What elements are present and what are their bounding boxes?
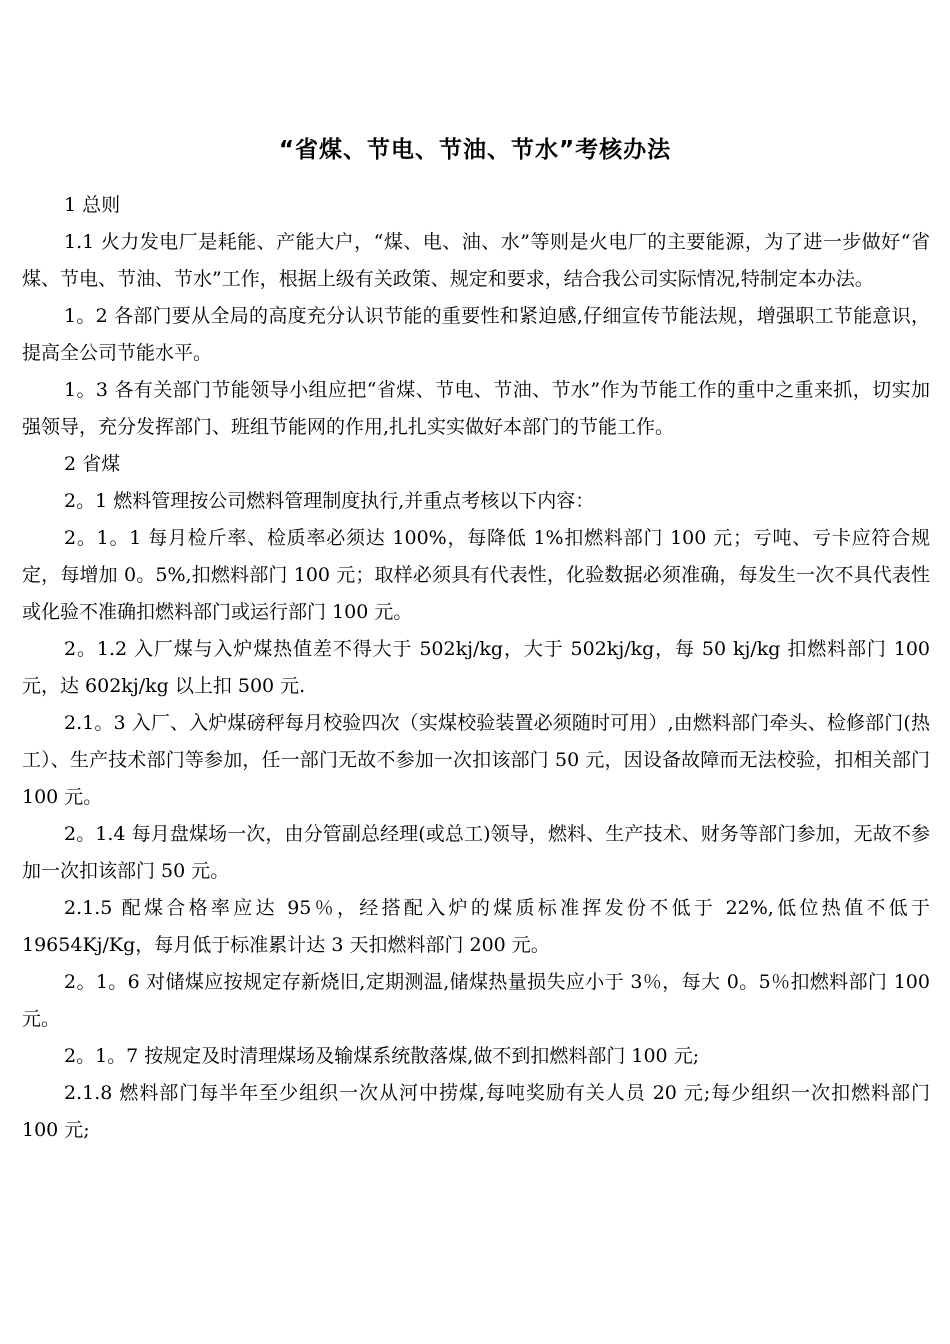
section-heading-general: 1 总则 <box>64 194 121 216</box>
paragraph-2-1-3: 2.1。3 入厂、入炉煤磅秤每月校验四次（实煤校验装置必须随时可用）,由燃料部门牵头、检修部门(热工）、生产技术部门等参加，任一部门无故不参加一次扣该部门 50 元，因设备故障而无法校验，扣相关部门 100 元。 <box>22 712 930 808</box>
paragraph-2-1-4: 2。1.4 每月盘煤场一次，由分管副总经理(或总工)领导，燃料、生产技术、财务等部门参加，无故不参加一次扣该部门 50 元。 <box>22 823 930 882</box>
paragraph-2-1-2: 2。1.2 入厂煤与入炉煤热值差不得大于 502kj/kg，大于 502kj/kg，每 50 kj/kg 扣燃料部门 100 元，达 602kj/kg 以上扣 500 元. <box>22 638 930 697</box>
paragraph-1-1: 1.1 火力发电厂是耗能、产能大户，“煤、电、油、水”等则是火电厂的主要能源，为了进一步做好“省煤、节电、节油、节水”工作，根据上级有关政策、规定和要求，结合我公司实际情况,特制定本办法。 <box>22 231 930 290</box>
paragraph-1-2: 1。2 各部门要从全局的高度充分认识节能的重要性和紧迫感,仔细宣传节能法规，增强职工节能意识，提高全公司节能水平。 <box>22 305 930 364</box>
paragraph-1-3: 1。3 各有关部门节能领导小组应把“省煤、节电、节油、节水”作为节能工作的重中之重来抓，切实加强领导，充分发挥部门、班组节能网的作用,扎扎实实做好本部门的节能工作。 <box>22 379 930 438</box>
paragraph-2-1-5: 2.1.5 配煤合格率应达 95％，经搭配入炉的煤质标准挥发份不低于 22%,低位热值不低于 19654Kj/Kg，每月低于标准累计达 3 天扣燃料部门 200 元。 <box>22 897 930 956</box>
paragraph-2-1-7: 2。1。7 按规定及时清理煤场及输煤系统散落煤,做不到扣燃料部门 100 元; <box>64 1045 700 1067</box>
document-title: “省煤、节电、节油、节水”考核办法 <box>278 137 672 163</box>
paragraph-2-1-8: 2.1.8 燃料部门每半年至少组织一次从河中捞煤,每吨奖励有关人员 20 元;每少组织一次扣燃料部门 100 元; <box>22 1082 930 1141</box>
paragraph-2-1: 2。1 燃料管理按公司燃料管理制度执行,并重点考核以下内容： <box>64 490 595 512</box>
paragraph-2-1-6: 2。1。6 对储煤应按规定存新烧旧,定期测温,储煤热量损失应小于 3％，每大 0。5％扣燃料部门 100 元。 <box>22 971 930 1030</box>
paragraph-2-1-1: 2。1。1 每月检斤率、检质率必须达 100%，每降低 1%扣燃料部门 100 元；亏吨、亏卡应符合规定，每增加 0。5%,扣燃料部门 100 元；取样必须具有代表性，化验数据必须准确，每发生一次不具代表性或化验不准确扣燃料部门或运行部门 100 元。 <box>22 527 930 623</box>
document-body <box>22 187 930 1149</box>
section-heading-save-coal: 2 省煤 <box>64 453 121 475</box>
